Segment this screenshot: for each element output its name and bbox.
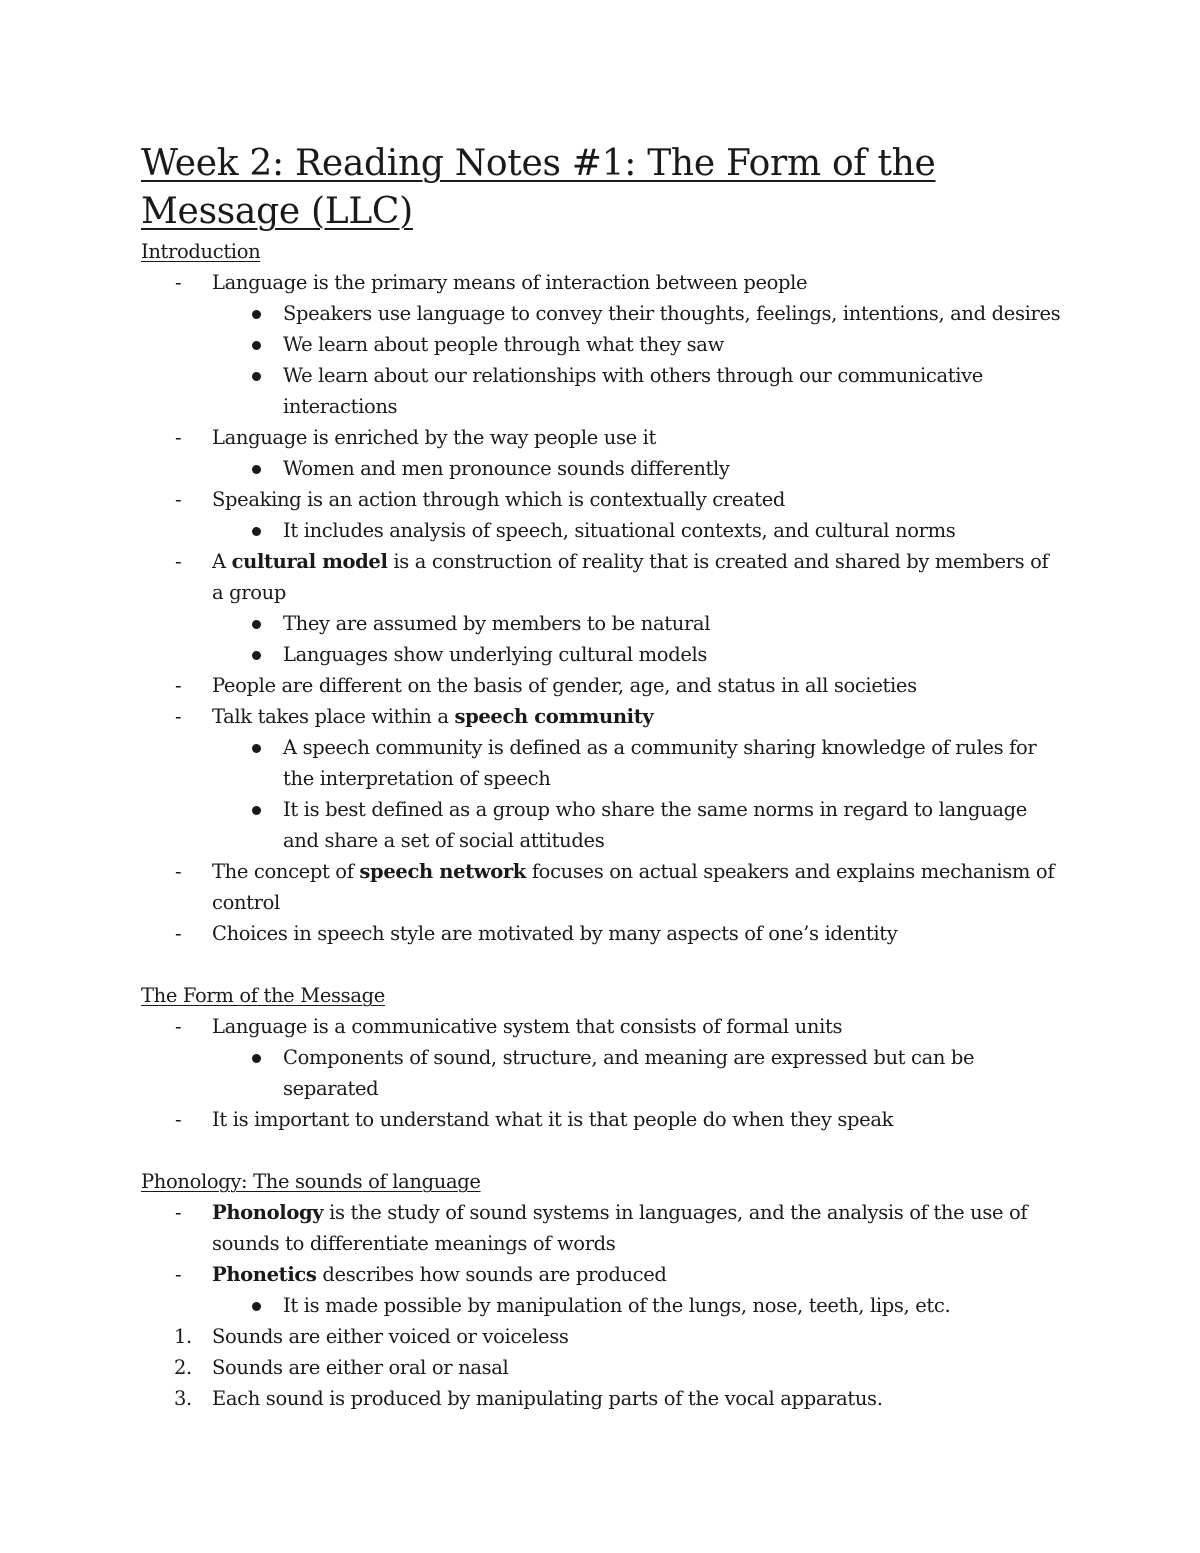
list-item: Components of sound, structure, and meaning are expressed but can be separated xyxy=(141,1042,1061,1104)
numbered-item: 3. Each sound is produced by manipulating parts of the vocal apparatus. xyxy=(174,1387,883,1410)
list-item: - People are different on the basis of gender, age, and status in all societies xyxy=(175,674,917,697)
term-speech-community: speech community xyxy=(454,705,654,728)
numbered-item: 1. Sounds are either voiced or voiceless xyxy=(174,1325,569,1348)
page-title: Week 2: Reading Notes #1: The Form of the Message (LLC) xyxy=(141,143,936,232)
numbered-item: 2. Sounds are either oral or nasal xyxy=(174,1356,509,1379)
list-item: It is best defined as a group who share the same norms in regard to language and share a set of social attitudes xyxy=(141,794,1061,856)
list-item: - Choices in speech style are motivated by many aspects of one’s identity xyxy=(175,922,898,945)
term-speech-network: speech network xyxy=(359,860,526,883)
term-phonology: Phonology xyxy=(212,1201,324,1224)
list-item: It includes analysis of speech, situational contexts, and cultural norms xyxy=(141,515,1061,546)
list-item: - A cultural model is a construction of reality that is created and shared by members of a group xyxy=(175,550,1049,604)
document-page xyxy=(141,140,1061,1414)
term-phonetics: Phonetics xyxy=(212,1263,317,1286)
list-item: - Talk takes place within a speech community xyxy=(175,705,654,728)
list-item: We learn about people through what they saw xyxy=(141,329,1061,360)
list-item: We learn about our relationships with others through our communicative interactions xyxy=(141,360,1061,422)
section-heading-introduction: Introduction xyxy=(141,240,261,263)
list-item: - It is important to understand what it is that people do when they speak xyxy=(175,1108,894,1131)
list-item: Women and men pronounce sounds differently xyxy=(141,453,1061,484)
section-heading-phonology: Phonology: The sounds of language xyxy=(141,1170,481,1193)
list-item: A speech community is defined as a community sharing knowledge of rules for the interpretation of speech xyxy=(141,732,1061,794)
list-item: - Phonology is the study of sound systems in languages, and the analysis of the use of sounds to differentiate meanings of words xyxy=(175,1201,1028,1255)
list-item: - Phonetics describes how sounds are produced xyxy=(175,1263,667,1286)
list-item: - Language is a communicative system that consists of formal units xyxy=(175,1015,843,1038)
list-item: - Speaking is an action through which is contextually created xyxy=(175,488,786,511)
list-item: Languages show underlying cultural models xyxy=(141,639,1061,670)
list-item: They are assumed by members to be natural xyxy=(141,608,1061,639)
list-item: It is made possible by manipulation of the lungs, nose, teeth, lips, etc. xyxy=(141,1290,1061,1321)
list-item: - Language is enriched by the way people use it xyxy=(175,426,657,449)
term-cultural-model: cultural model xyxy=(231,550,388,573)
section-heading-form-of-message: The Form of the Message xyxy=(141,984,385,1007)
list-item: Speakers use language to convey their thoughts, feelings, intentions, and desires xyxy=(141,298,1061,329)
list-item: - Language is the primary means of interaction between people xyxy=(175,271,808,294)
list-item: - The concept of speech network focuses on actual speakers and explains mechanism of control xyxy=(175,860,1055,914)
